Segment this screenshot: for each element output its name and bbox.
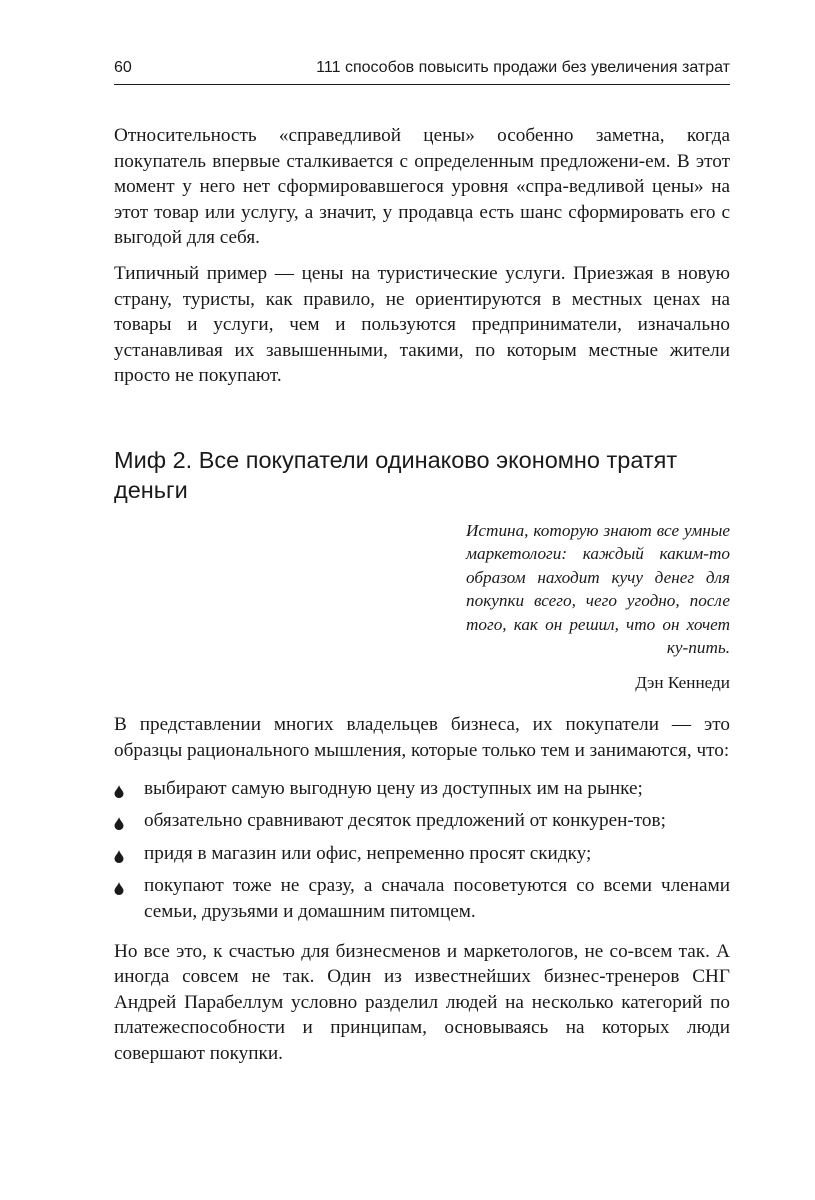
bullet-list [114,776,730,925]
list-item [114,808,730,834]
paragraph-tourist-example: Типичный пример — цены на туристические услуги. Приезжая в новую страну, туристы, как правило, не ориентируются в местных ценах на товары и услуги, чем и пользуются предприниматели, изначально устанавливая их завышенными, такими, по которым местные жители просто не покупают. [114,262,730,387]
list-item-text: выбирают самую выгодную цену из доступных им на рынке; [144,777,643,799]
book-title: 111 способов повысить продажи без увеличения затрат [316,59,730,76]
teardrop-bullet-icon [114,882,124,895]
list-item-text: обязательно сравнивают десяток предложений от конкурен-​тов; [144,810,666,832]
epigraph [466,519,730,695]
paragraph-rational-buyers: В представлении многих владельцев бизнеса, их покупатели — это образцы рационального мышления, которые только тем и занимаются, что: [114,714,730,762]
teardrop-bullet-icon [114,817,124,830]
list-item [114,776,730,802]
teardrop-bullet-icon [114,850,124,863]
section-heading: Миф 2. Все покупатели одинаково экономно тратят деньги [114,446,678,503]
running-header [114,58,730,85]
paragraph-fair-price: Относительность «справедливой цены» особенно заметна, когда покупатель впервые сталкивается с определенным предложени-​ем. В этот момент у него нет сформировавшегося уровня «спра-​ведливой цены» на этот товар или услугу, а значит, у продавца есть шанс сформировать его с выгодой для себя. [114,125,730,249]
list-item-text: придя в магазин или офис, непременно просят скидку; [144,842,592,864]
list-item-text: покупают тоже не сразу, а сначала посоветуются со всеми членами семьи, друзьями и домашним питомцем. [144,875,730,922]
list-item [114,841,730,867]
list-item [114,873,730,924]
epigraph-quote: Истина, которую знают все умные маркетологи: каждый каким-то образом находит кучу денег для покупки всего, чего угодно, после того, как он решил, что он хочет ку-​пить. [466,520,730,658]
paragraph-parabellum: Но все это, к счастью для бизнесменов и маркетологов, не со-​всем так. А иногда совсем не так. Один из известнейших бизнес-​тренеров СНГ Андрей Парабеллум условно разделил людей на несколько категорий по платежеспособности и принципам, основываясь на которых люди совершают покупки. [114,940,730,1064]
book-page [114,58,730,1067]
page-number: 60 [114,59,132,76]
epigraph-author: Дэн Кеннеди [635,672,730,692]
teardrop-bullet-icon [114,785,124,798]
